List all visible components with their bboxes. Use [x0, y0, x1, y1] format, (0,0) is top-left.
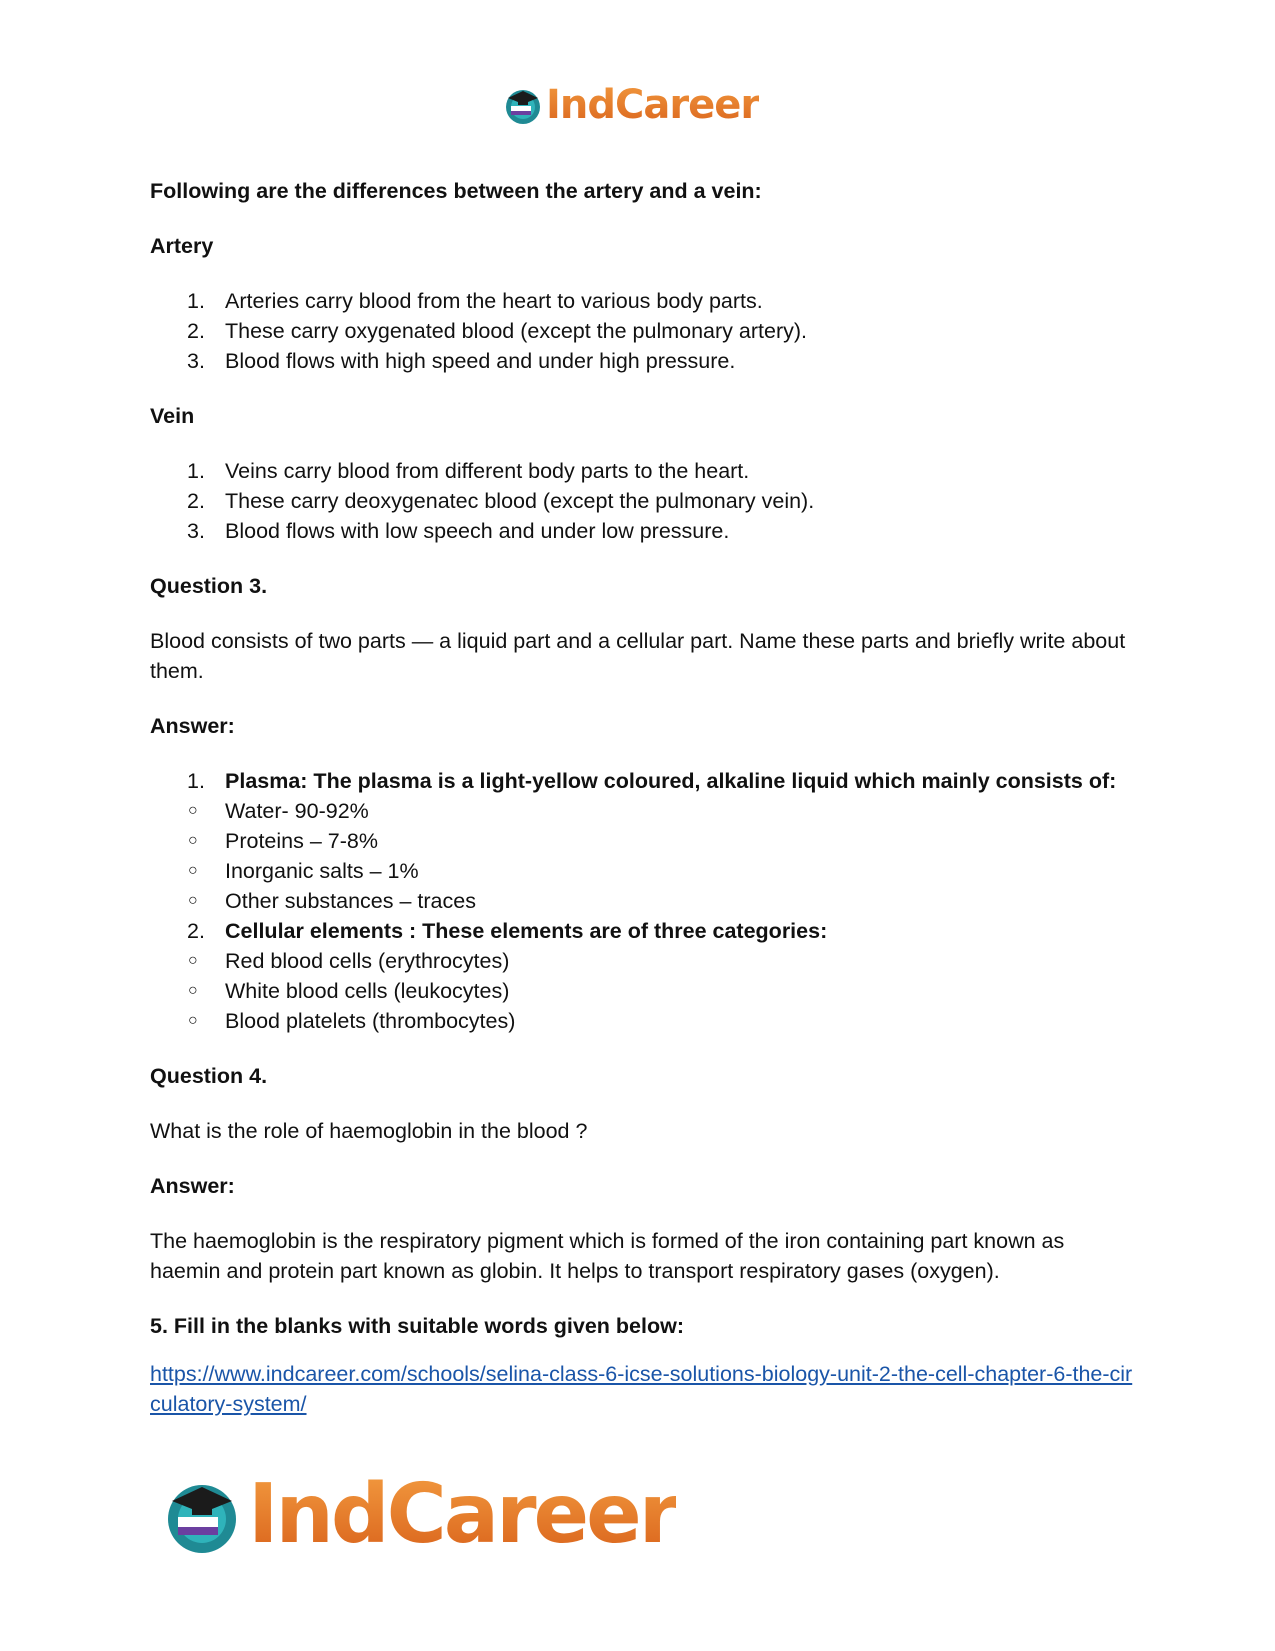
question-3-heading: Question 3.	[150, 574, 268, 598]
blood-parts-list	[150, 766, 1140, 1036]
document-body	[150, 176, 1140, 1419]
question-4-answer: The haemoglobin is the respiratory pigment which is formed of the iron containing part known as haemin and protein part known as globin. It helps to transport respiratory gases (oxygen).	[150, 1229, 1065, 1283]
list-number: 1.	[187, 459, 205, 483]
sub-list-item: ○ Blood platelets (thrombocytes)	[150, 1006, 1140, 1036]
list-item	[150, 766, 1140, 916]
plasma-title: Plasma: The plasma is a light-yellow coloured, alkaline liquid which mainly consists of:	[225, 769, 1117, 793]
indcareer-logo-bottom	[160, 1467, 677, 1562]
list-number: 2.	[187, 489, 205, 513]
intro-heading: Following are the differences between the artery and a vein:	[150, 179, 762, 203]
list-item: 1. Arteries carry blood from the heart to various body parts.	[150, 286, 1140, 316]
artery-list	[150, 286, 1140, 376]
source-link[interactable]: https://www.indcareer.com/schools/selina-class-6-icse-solutions-biology-unit-2-the-cell-chapter-6-the-circulatory-system/	[150, 1362, 1133, 1416]
sub-list-item: ○ Water- 90-92%	[150, 796, 1140, 826]
vein-heading: Vein	[150, 404, 195, 428]
list-number: 3.	[187, 349, 205, 373]
list-item: 3. Blood flows with low speech and under low pressure.	[150, 516, 1140, 546]
list-item: 1. Veins carry blood from different body parts to the heart.	[150, 456, 1140, 486]
list-item: 2. These carry deoxygenatec blood (except the pulmonary vein).	[150, 486, 1140, 516]
bullet-icon: ○	[188, 892, 198, 909]
cellular-sublist	[150, 946, 1140, 1036]
sub-list-item: ○ Other substances – traces	[150, 886, 1140, 916]
graduation-cap-icon	[160, 1473, 244, 1557]
indcareer-logo-top	[502, 80, 759, 130]
list-number: 3.	[187, 519, 205, 543]
logo-wordmark: IndCareer	[248, 1467, 677, 1562]
vein-list	[150, 456, 1140, 546]
list-number: 2.	[187, 319, 205, 343]
sub-list-item: ○ Red blood cells (erythrocytes)	[150, 946, 1140, 976]
list-number: 1.	[187, 289, 205, 313]
bullet-icon: ○	[188, 802, 198, 819]
answer-label: Answer:	[150, 1174, 235, 1198]
sub-list-item: ○ White blood cells (leukocytes)	[150, 976, 1140, 1006]
question-4-heading: Question 4.	[150, 1064, 268, 1088]
artery-heading: Artery	[150, 234, 214, 258]
list-item	[150, 916, 1140, 1036]
bullet-icon: ○	[188, 862, 198, 879]
bullet-icon: ○	[188, 832, 198, 849]
list-item: 2. These carry oxygenated blood (except the pulmonary artery).	[150, 316, 1140, 346]
sub-list-item: ○ Proteins – 7-8%	[150, 826, 1140, 856]
list-number: 1.	[187, 769, 205, 793]
bullet-icon: ○	[188, 1012, 198, 1029]
bullet-icon: ○	[188, 952, 198, 969]
question-3-text: Blood consists of two parts — a liquid part and a cellular part. Name these parts and briefly write about them.	[150, 629, 1126, 683]
question-5-heading: 5. Fill in the blanks with suitable words given below:	[150, 1314, 684, 1338]
plasma-sublist	[150, 796, 1140, 916]
cellular-title: Cellular elements : These elements are of three categories:	[225, 919, 828, 943]
question-4-text: What is the role of haemoglobin in the blood ?	[150, 1119, 588, 1143]
bullet-icon: ○	[188, 982, 198, 999]
answer-label: Answer:	[150, 714, 235, 738]
graduation-cap-icon	[502, 84, 544, 126]
sub-list-item: ○ Inorganic salts – 1%	[150, 856, 1140, 886]
logo-wordmark: IndCareer	[546, 82, 760, 128]
list-item: 3. Blood flows with high speed and under high pressure.	[150, 346, 1140, 376]
list-number: 2.	[187, 919, 205, 943]
